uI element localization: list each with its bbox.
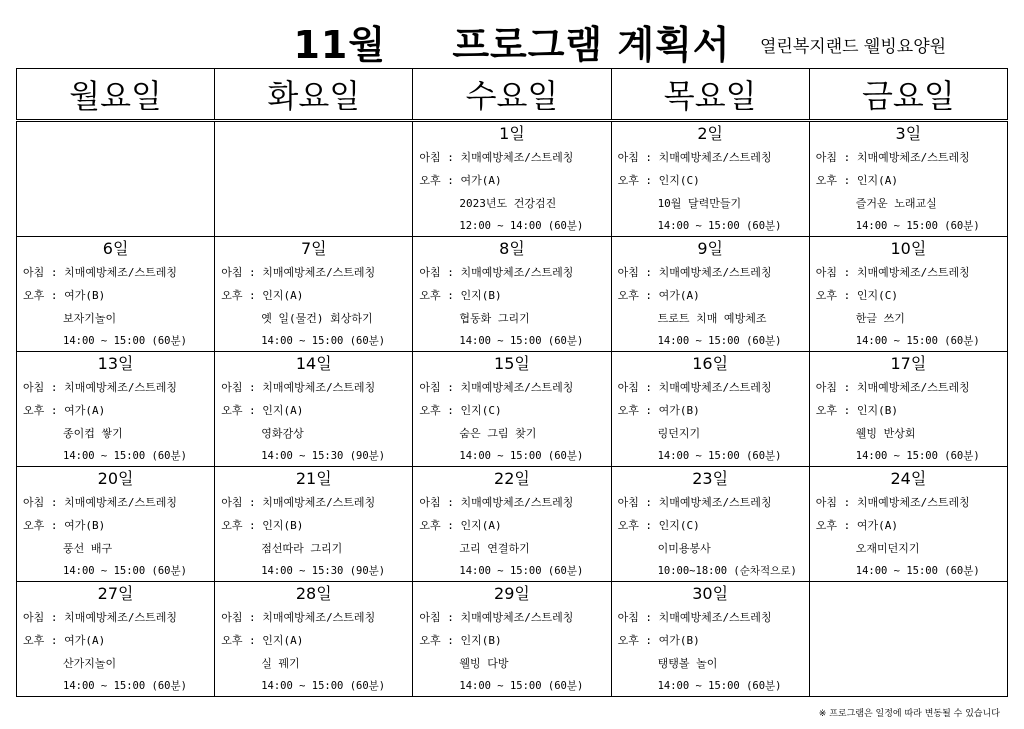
day-cell <box>215 121 413 237</box>
activity-time <box>810 675 1007 698</box>
afternoon-program: 오후 : 여가(A) <box>617 289 700 302</box>
afternoon-program: 오후 : 여가(A) <box>815 519 898 532</box>
day-cell <box>809 467 1007 582</box>
afternoon-program: 오후 : 여가(B) <box>23 519 106 532</box>
activity-name: 점선따라 그리기 <box>261 542 343 555</box>
day-cell <box>215 237 413 352</box>
day-cell <box>809 352 1007 467</box>
weekday-header: 수요일 <box>413 69 611 121</box>
week-row <box>17 352 1008 467</box>
activity-time: 14:00 ~ 15:00 (60분) <box>657 680 782 692</box>
day-number: 10일 <box>890 239 927 258</box>
day-number: 13일 <box>97 354 134 373</box>
day-number: 20일 <box>97 469 134 488</box>
activity-name: 한글 쓰기 <box>855 312 905 325</box>
day-cell <box>611 352 809 467</box>
activity-time: 14:00 ~ 15:00 (60분) <box>63 335 187 347</box>
activity-name: 이미용봉사 <box>657 542 711 555</box>
day-number: 2일 <box>697 124 723 143</box>
activity-name: 실 꿰기 <box>261 657 300 670</box>
day-cell <box>611 582 809 697</box>
activity-name: 10월 달력만들기 <box>657 197 742 210</box>
day-cell <box>413 352 611 467</box>
footer-note: ※ 프로그램은 일정에 따라 변동될 수 있습니다 <box>818 709 1000 719</box>
afternoon-program: 오후 : 인지(A) <box>221 289 304 302</box>
morning-program: 아침 : 치매예방체조/스트레칭 <box>617 611 772 624</box>
day-number: 14일 <box>295 354 332 373</box>
afternoon-program: 오후 : 여가(B) <box>617 404 700 417</box>
week-row <box>17 121 1008 237</box>
afternoon-program: 오후 : 인지(C) <box>617 519 700 532</box>
morning-program: 아침 : 치매예방체조/스트레칭 <box>419 151 574 164</box>
activity-name: 2023년도 건강검진 <box>459 197 557 210</box>
day-number: 29일 <box>494 584 530 603</box>
title-text: 프로그램 계획서 <box>452 23 731 67</box>
activity-time <box>17 215 214 238</box>
afternoon-program: 오후 : 인지(A) <box>419 519 502 532</box>
activity-time: 14:00 ~ 15:00 (60분) <box>63 450 187 462</box>
activity-name: 즐거운 노래교실 <box>855 197 937 210</box>
facility-name: 열린복지랜드 웰빙요양원 <box>760 37 947 57</box>
activity-time: 12:00 ~ 14:00 (60분) <box>459 220 584 232</box>
morning-program: 아침 : 치매예방체조/스트레칭 <box>419 381 574 394</box>
morning-program: 아침 : 치매예방체조/스트레칭 <box>221 611 376 624</box>
weekday-header: 금요일 <box>809 69 1007 121</box>
day-number: 6일 <box>102 239 129 258</box>
day-cell <box>17 352 215 467</box>
activity-name: 웰빙 반상회 <box>855 427 916 440</box>
day-number: 22일 <box>494 469 530 488</box>
activity-name: 고리 연결하기 <box>459 542 530 555</box>
afternoon-program: 오후 : 인지(B) <box>419 634 502 647</box>
afternoon-program: 오후 : 여가(A) <box>419 174 502 187</box>
day-number: 8일 <box>499 239 525 258</box>
day-number: 23일 <box>692 469 729 488</box>
morning-program <box>17 146 214 169</box>
morning-program: 아침 : 치매예방체조/스트레칭 <box>815 381 970 394</box>
week-row <box>17 237 1008 352</box>
activity-time: 14:00 ~ 15:30 (90분) <box>261 565 386 577</box>
day-cell <box>215 352 413 467</box>
day-number: 30일 <box>692 584 729 603</box>
activity-time: 14:00 ~ 15:00 (60분) <box>855 220 980 232</box>
day-cell <box>611 237 809 352</box>
weekday-header: 화요일 <box>215 69 413 121</box>
activity-time: 14:00 ~ 15:00 (60분) <box>261 680 386 692</box>
activity-time: 14:00 ~ 15:00 (60분) <box>459 680 584 692</box>
activity-name <box>215 192 412 215</box>
morning-program: 아침 : 치매예방체조/스트레칭 <box>815 496 970 509</box>
day-cell <box>413 237 611 352</box>
day-cell <box>809 582 1007 697</box>
day-cell <box>413 121 611 237</box>
activity-name: 풍선 배구 <box>63 542 113 555</box>
activity-time: 14:00 ~ 15:00 (60분) <box>459 565 584 577</box>
activity-time: 14:00 ~ 15:00 (60분) <box>63 680 187 692</box>
day-cell <box>413 467 611 582</box>
day-cell <box>17 121 215 237</box>
day-number: 27일 <box>97 584 134 603</box>
day-cell <box>809 237 1007 352</box>
activity-time: 14:00 ~ 15:00 (60분) <box>855 450 980 462</box>
morning-program: 아침 : 치매예방체조/스트레칭 <box>23 381 178 394</box>
afternoon-program: 오후 : 인지(C) <box>815 289 898 302</box>
afternoon-program: 오후 : 인지(A) <box>815 174 898 187</box>
activity-name: 탱탱볼 놀이 <box>657 657 718 670</box>
day-cell <box>611 467 809 582</box>
day-number: 3일 <box>895 124 922 143</box>
day-cell <box>809 121 1007 237</box>
day-number <box>810 582 1007 606</box>
activity-name: 협동화 그리기 <box>459 312 530 325</box>
morning-program: 아침 : 치매예방체조/스트레칭 <box>221 496 376 509</box>
activity-time: 14:00 ~ 15:00 (60분) <box>459 450 584 462</box>
morning-program: 아침 : 치매예방체조/스트레칭 <box>419 266 574 279</box>
afternoon-program: 오후 : 인지(C) <box>617 174 700 187</box>
activity-name <box>17 192 214 215</box>
morning-program: 아침 : 치매예방체조/스트레칭 <box>221 266 376 279</box>
activity-name: 보자기놀이 <box>63 312 117 325</box>
morning-program: 아침 : 치매예방체조/스트레칭 <box>23 496 178 509</box>
morning-program: 아침 : 치매예방체조/스트레칭 <box>617 266 772 279</box>
activity-time: 14:00 ~ 15:00 (60분) <box>459 335 584 347</box>
morning-program: 아침 : 치매예방체조/스트레칭 <box>815 151 970 164</box>
day-number: 7일 <box>300 239 327 258</box>
day-number: 28일 <box>295 584 332 603</box>
week-row <box>17 582 1008 697</box>
activity-time: 10:00~18:00 (순차적으로) <box>657 565 797 577</box>
day-number: 9일 <box>697 239 723 258</box>
activity-time: 14:00 ~ 15:00 (60분) <box>657 450 782 462</box>
activity-time: 14:00 ~ 15:00 (60분) <box>855 565 980 577</box>
activity-name: 산가지놀이 <box>63 657 117 670</box>
day-number <box>215 122 412 146</box>
day-cell <box>215 582 413 697</box>
morning-program: 아침 : 치매예방체조/스트레칭 <box>23 611 178 624</box>
activity-name: 오재미던지기 <box>855 542 920 555</box>
activity-time: 14:00 ~ 15:00 (60분) <box>63 565 187 577</box>
morning-program: 아침 : 치매예방체조/스트레칭 <box>23 266 178 279</box>
schedule-table <box>16 68 1008 697</box>
afternoon-program: 오후 : 인지(C) <box>419 404 502 417</box>
morning-program: 아침 : 치매예방체조/스트레칭 <box>221 381 376 394</box>
weekday-header: 월요일 <box>17 69 215 121</box>
activity-time: 14:00 ~ 15:00 (60분) <box>855 335 980 347</box>
activity-time <box>215 215 412 238</box>
activity-name: 트로트 치매 예방체조 <box>657 312 767 325</box>
activity-name <box>810 652 1007 675</box>
activity-name: 종이컵 쌓기 <box>63 427 123 440</box>
day-cell <box>215 467 413 582</box>
day-cell <box>17 467 215 582</box>
weekday-header: 목요일 <box>611 69 809 121</box>
title-month: 11월 <box>293 23 387 67</box>
activity-name: 링던지기 <box>657 427 701 440</box>
day-number: 17일 <box>890 354 927 373</box>
activity-time: 14:00 ~ 15:30 (90분) <box>261 450 386 462</box>
day-cell <box>611 121 809 237</box>
activity-name: 영화감상 <box>261 427 304 440</box>
day-cell <box>413 582 611 697</box>
afternoon-program: 오후 : 인지(B) <box>419 289 502 302</box>
day-number: 16일 <box>692 354 729 373</box>
morning-program: 아침 : 치매예방체조/스트레칭 <box>617 151 772 164</box>
morning-program: 아침 : 치매예방체조/스트레칭 <box>815 266 970 279</box>
afternoon-program: 오후 : 여가(A) <box>23 404 106 417</box>
weekday-header-row <box>17 69 1008 121</box>
afternoon-program <box>17 169 214 192</box>
activity-name: 옛 일(물건) 회상하기 <box>261 312 373 325</box>
day-number: 24일 <box>890 469 927 488</box>
afternoon-program: 오후 : 인지(B) <box>815 404 898 417</box>
day-cell <box>17 582 215 697</box>
morning-program: 아침 : 치매예방체조/스트레칭 <box>419 496 574 509</box>
morning-program: 아침 : 치매예방체조/스트레칭 <box>419 611 574 624</box>
morning-program: 아침 : 치매예방체조/스트레칭 <box>617 381 772 394</box>
afternoon-program: 오후 : 여가(B) <box>23 289 106 302</box>
activity-name: 숨은 그림 찾기 <box>459 427 537 440</box>
activity-time: 14:00 ~ 15:00 (60분) <box>657 335 782 347</box>
day-number <box>17 122 214 146</box>
day-number: 15일 <box>494 354 530 373</box>
day-number: 21일 <box>295 469 332 488</box>
morning-program: 아침 : 치매예방체조/스트레칭 <box>617 496 772 509</box>
afternoon-program <box>215 169 412 192</box>
activity-time: 14:00 ~ 15:00 (60분) <box>657 220 782 232</box>
afternoon-program: 오후 : 인지(A) <box>221 404 304 417</box>
activity-time: 14:00 ~ 15:00 (60분) <box>261 335 386 347</box>
morning-program <box>810 606 1007 629</box>
afternoon-program: 오후 : 여가(B) <box>617 634 700 647</box>
activity-name: 웰빙 다방 <box>459 657 509 670</box>
day-cell <box>17 237 215 352</box>
week-row <box>17 467 1008 582</box>
afternoon-program: 오후 : 인지(B) <box>221 519 304 532</box>
day-number: 1일 <box>499 124 525 143</box>
afternoon-program: 오후 : 인지(A) <box>221 634 304 647</box>
afternoon-program: 오후 : 여가(A) <box>23 634 106 647</box>
afternoon-program <box>810 629 1007 652</box>
morning-program <box>215 146 412 169</box>
